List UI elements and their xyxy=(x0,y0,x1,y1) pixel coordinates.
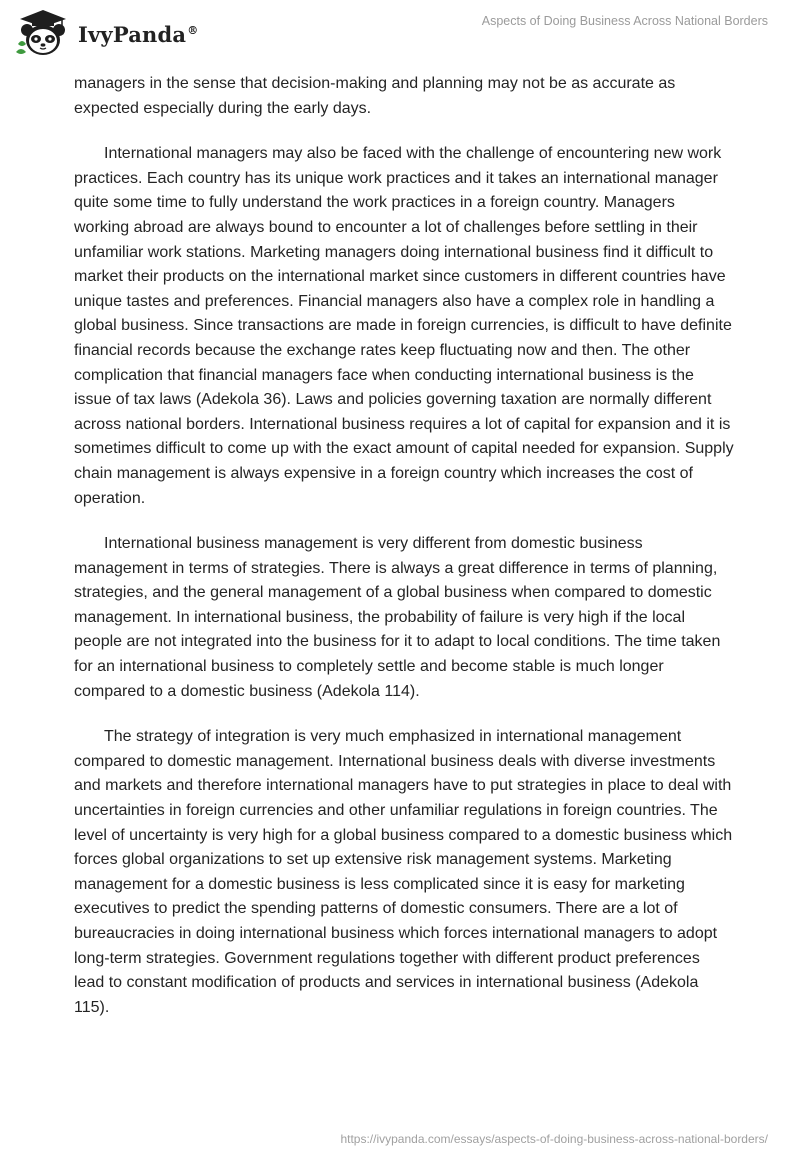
paragraph: International managers may also be faced with the challenge of encountering new work practices. Each country has its unique work practices and it takes an international manager quite some time to fully understand the work practices in a foreign country. Managers working abroad are always bound to encounter a lot of challenges before settling in their unfamiliar work stations. Marketing managers doing international business find it difficult to market their products on the international market since customers in different countries have unique tastes and preferences. Financial managers also have a complex role in handling a global business. Since transactions are made in foreign currencies, is difficult to have definite financial records because the exchange rates keep fluctuating now and then. The other complication that financial managers face when conducting international business is the issue of tax laws (Adekola 36). Laws and policies governing taxation are normally different across national borders. International business requires a lot of capital for expansion and it is sometimes difficult to come up with the exact amount of capital needed for expansion. Supply chain management is always expensive in a foreign country which increases the cost of operation. xyxy=(74,145,734,507)
document-running-title: Aspects of Doing Business Across National Borders xyxy=(481,14,768,28)
brand-name-text: IvyPanda xyxy=(78,21,187,47)
paragraph: International business management is very different from domestic business management in terms of strategies. There is always a great difference in terms of planning, strategies, and the general management of a global business when compared to domestic management. In international business, the probability of failure is very high if the local people are not integrated into the business for it to adapt to local conditions. The time taken for an international business to completely settle and become stable is much longer compared to a domestic business (Adekola 114). xyxy=(74,535,721,700)
paragraph: The strategy of integration is very much emphasized in international management compared to domestic management. International business deals with diverse investments and markets and therefore international managers have to put strategies in place to deal with uncertainties in foreign currencies and other unfamiliar regulations in foreign countries. The level of uncertainty is very high for a global business compared to a domestic business which forces global organizations to set up extensive risk management systems. Marketing management for a domestic business is less complicated since it is easy for marketing executives to predict the spending patterns of domestic consumers. There are a lot of bureaucracies in doing international business which forces international managers to adopt long-term strategies. Government regulations together with different product preferences lead to constant modification of products and services in international business (Adekola 115). xyxy=(74,728,733,1016)
paragraph-continuation: managers in the sense that decision-making and planning may not be as accurate as expected especially during the early days. xyxy=(74,75,676,117)
source-url[interactable]: https://ivypanda.com/essays/aspects-of-doing-business-across-national-borders/ xyxy=(340,1132,768,1146)
registered-mark: ® xyxy=(187,23,199,37)
brand-name xyxy=(78,22,198,47)
page-header xyxy=(0,0,800,70)
site-logo[interactable] xyxy=(14,8,198,58)
panda-graduate-icon xyxy=(14,8,72,58)
essay-body xyxy=(74,72,734,1041)
